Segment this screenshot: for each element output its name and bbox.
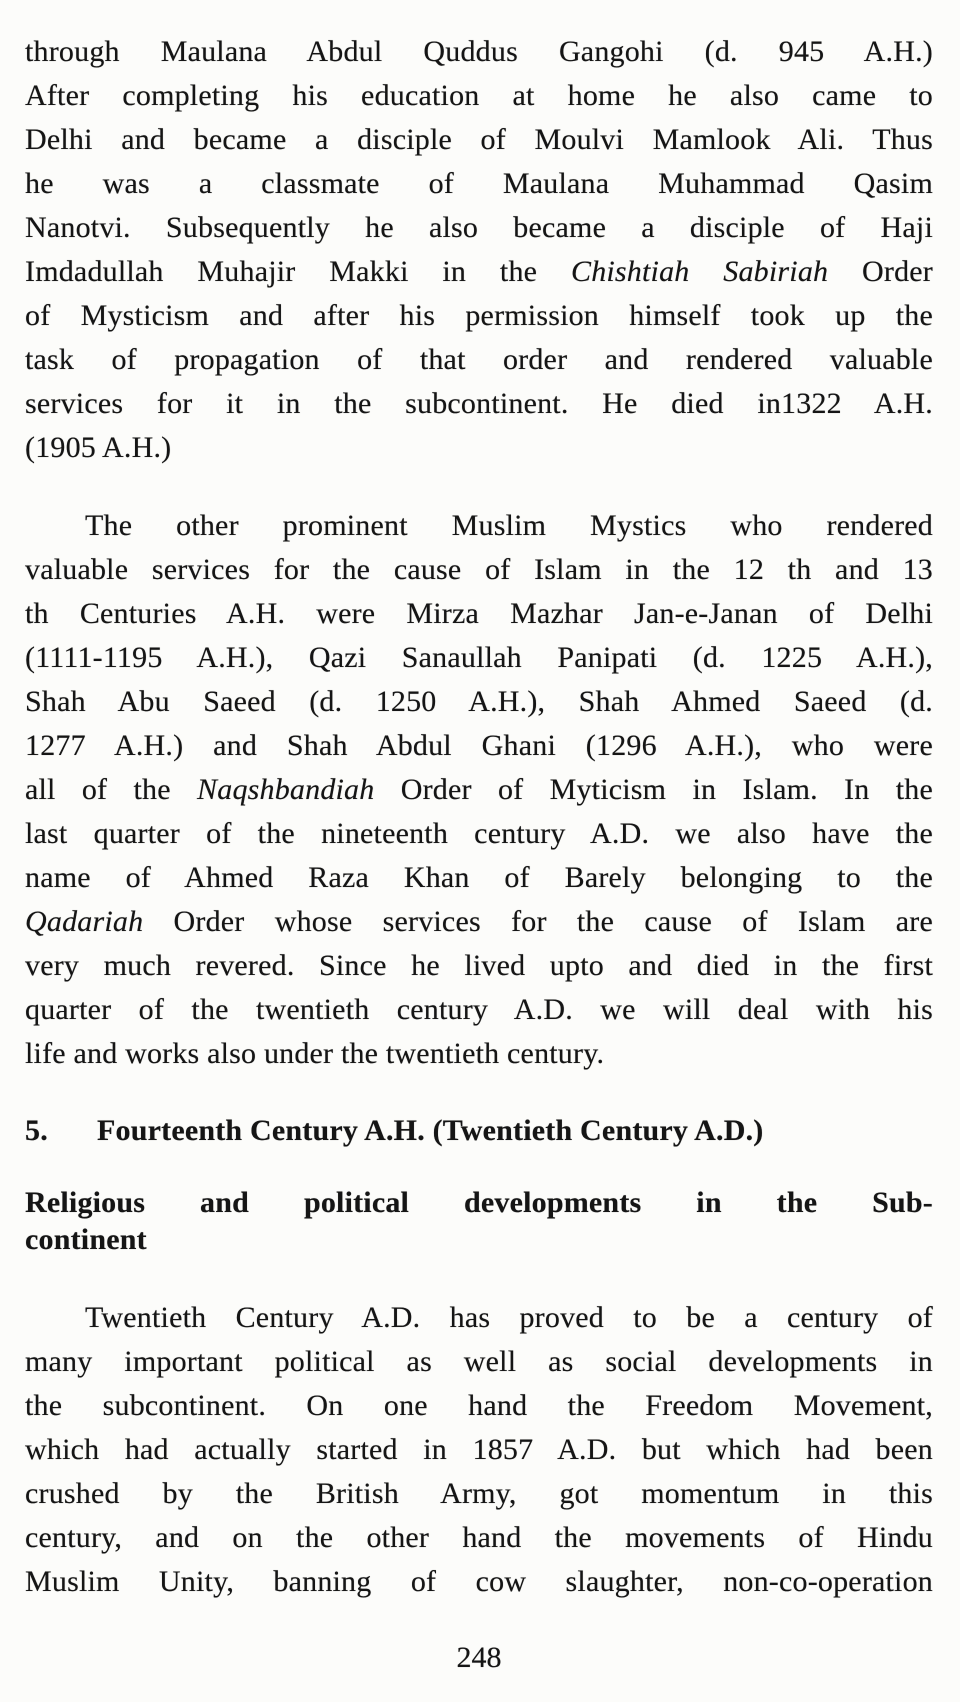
text-line (25, 856, 933, 900)
page-body (25, 30, 933, 1604)
italic-text-run: Naqshbandiah (197, 773, 375, 806)
paragraph-2 (25, 504, 933, 1076)
text-line (25, 548, 933, 592)
text-line (25, 768, 933, 812)
text-line (25, 1560, 933, 1604)
section-number: 5. (25, 1114, 48, 1147)
text-line (25, 1472, 933, 1516)
text-run: he was a classmate of Maulana Muhammad Qasim (25, 167, 933, 200)
text-run: valuable services for the cause of Islam in the 12 th and 13 (25, 553, 933, 586)
text-run: very much revered. Since he lived upto and died in the first (25, 949, 933, 982)
text-run: After completing his education at home he also came to (25, 79, 933, 112)
text-line (25, 900, 933, 944)
text-run: name of Ahmed Raza Khan of Barely belonging to the (25, 861, 933, 894)
text-line (25, 1184, 933, 1221)
text-run: Nanotvi. Subsequently he also became a disciple of Haji (25, 211, 933, 244)
text-run: (1905 A.H.) (25, 431, 172, 464)
text-run: many important political as well as social developments in (25, 1345, 933, 1378)
text-run: which had actually started in 1857 A.D. but which had been (25, 1433, 933, 1466)
italic-text-run: Chishtiah Sabiriah (570, 255, 829, 288)
text-line (25, 680, 933, 724)
text-run: The other prominent Muslim Mystics who rendered (85, 509, 933, 542)
text-run: Religious and political developments in the Sub- (25, 1186, 933, 1219)
text-run: century, and on the other hand the movements of Hindu (25, 1521, 933, 1554)
text-line (25, 1516, 933, 1560)
text-run: last quarter of the nineteenth century A.D. we also have the (25, 817, 933, 850)
text-run: continent (25, 1223, 147, 1256)
text-line (25, 30, 933, 74)
text-line (25, 944, 933, 988)
text-run: Order of Myticism in Islam. In the (374, 773, 933, 806)
text-line (25, 1296, 933, 1340)
page-number: 248 (456, 1641, 502, 1674)
text-line (25, 1340, 933, 1384)
italic-text-run: Qadariah (25, 905, 144, 938)
text-line (25, 118, 933, 162)
text-line (25, 636, 933, 680)
text-line (25, 504, 933, 548)
text-run: crushed by the British Army, got momentum in this (25, 1477, 933, 1510)
text-run: through Maulana Abdul Quddus Gangohi (d. 945 A.H.) (25, 35, 933, 68)
text-run: quarter of the twentieth century A.D. we will deal with his (25, 993, 933, 1026)
text-line (25, 1428, 933, 1472)
text-run: services for it in the subcontinent. He died in1322 A.H. (25, 387, 933, 420)
text-run: Shah Abu Saeed (d. 1250 A.H.), Shah Ahmed Saeed (d. (25, 685, 933, 718)
section-heading (25, 1108, 933, 1154)
paragraph-1 (25, 30, 933, 470)
text-run: Delhi and became a disciple of Moulvi Mamlook Ali. Thus (25, 123, 933, 156)
text-line (25, 382, 933, 426)
text-line (25, 1032, 933, 1076)
text-line (25, 592, 933, 636)
text-line (25, 1384, 933, 1428)
text-run: 1277 A.H.) and Shah Abdul Ghani (1296 A.H.), who were (25, 729, 933, 762)
text-line (25, 812, 933, 856)
text-line (25, 74, 933, 118)
text-run: Order whose services for the cause of Islam are (143, 905, 933, 938)
text-line (25, 426, 933, 470)
text-run: task of propagation of that order and rendered valuable (25, 343, 933, 376)
text-run: Twentieth Century A.D. has proved to be a century of (85, 1301, 933, 1334)
section-title: Fourteenth Century A.H. (Twentieth Century A.D.) (97, 1114, 764, 1147)
text-run: th Centuries A.H. were Mirza Mazhar Jan-e-Janan of Delhi (25, 597, 933, 630)
subsection-heading (25, 1184, 933, 1258)
text-line (25, 1221, 933, 1258)
text-run: the subcontinent. On one hand the Freedom Movement, (25, 1389, 933, 1422)
text-line (25, 206, 933, 250)
text-run: all of the (25, 773, 198, 806)
text-run: Order (828, 255, 933, 288)
text-line (25, 338, 933, 382)
text-run: (1111-1195 A.H.), Qazi Sanaullah Panipati (d. 1225 A.H.), (25, 641, 933, 674)
text-run: Imdadullah Muhajir Makki in the (25, 255, 571, 288)
text-line (25, 294, 933, 338)
text-run: of Mysticism and after his permission himself took up the (25, 299, 933, 332)
page-footer (25, 1636, 933, 1680)
paragraph-3 (25, 1296, 933, 1604)
text-line (25, 162, 933, 206)
text-line (25, 988, 933, 1032)
text-run: Muslim Unity, banning of cow slaughter, non-co-operation (25, 1565, 933, 1598)
text-line (25, 250, 933, 294)
text-line (25, 724, 933, 768)
text-run: life and works also under the twentieth century. (25, 1037, 605, 1070)
